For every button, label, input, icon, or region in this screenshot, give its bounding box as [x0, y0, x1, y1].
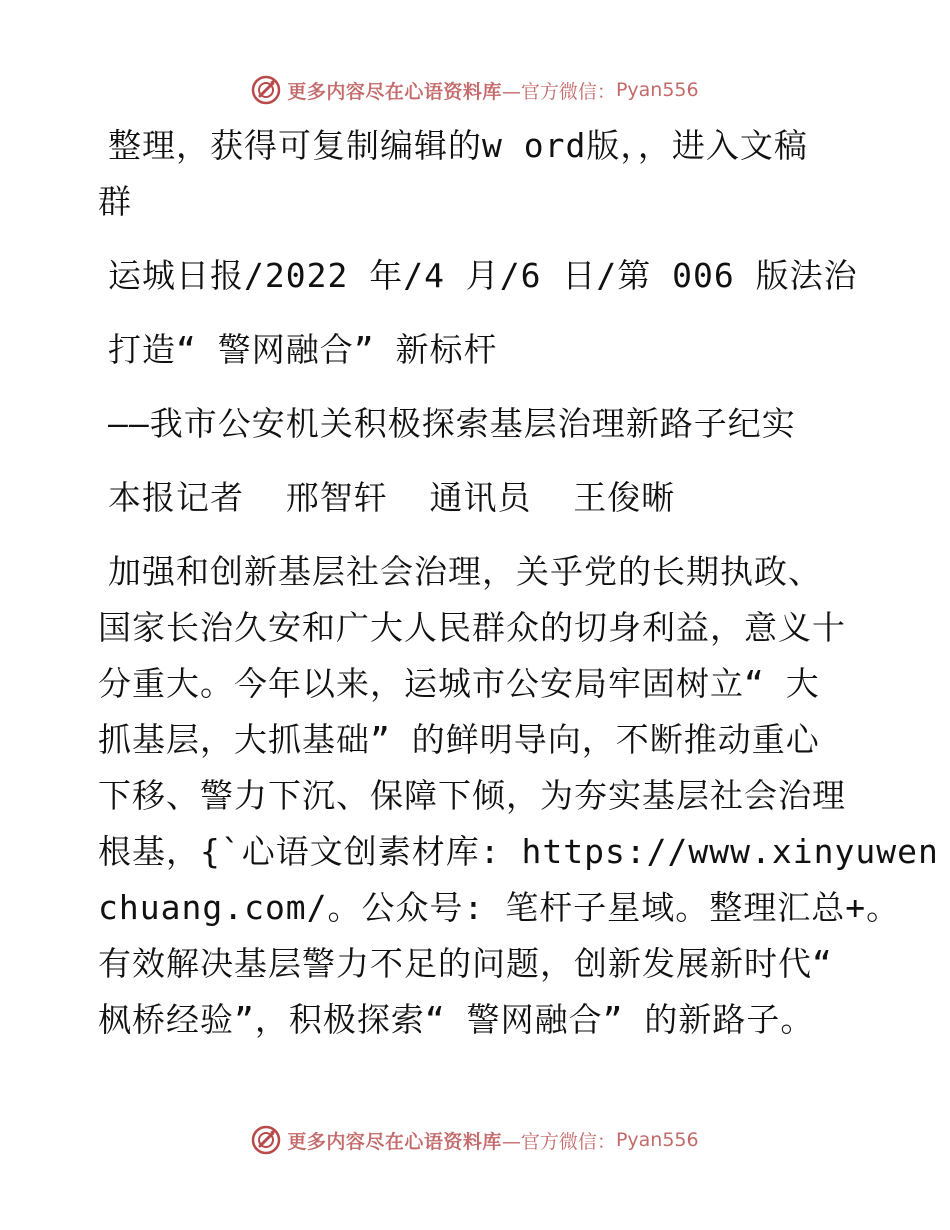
body-line: 加强和创新基层社会治理，关乎党的长期执政、	[108, 552, 822, 591]
banner-text: 更多内容尽在心语资料库	[287, 1130, 502, 1153]
banner-wechat-handle: Pyan556	[615, 1129, 699, 1151]
body-line: 抓基层，大抓基础” 的鲜明导向，不断推动重心	[98, 720, 820, 759]
banner-separator: —官方微信：	[501, 80, 616, 103]
intro-line: 整理，获得可复制编辑的w ord版，，进入文稿	[108, 126, 808, 165]
seal-logo-icon	[251, 75, 281, 105]
banner-wechat-handle: Pyan556	[615, 79, 699, 101]
body-line: 分重大。今年以来，运城市公安局牢固树立“ 大	[98, 664, 820, 703]
footer-banner	[0, 1120, 950, 1160]
seal-logo-icon	[251, 1125, 281, 1155]
header-banner	[0, 70, 950, 110]
body-line: 有效解决基层警力不足的问题，创新发展新时代“	[98, 944, 833, 983]
body-line: 枫桥经验”，积极探索“ 警网融合” 的新路子。	[98, 1000, 815, 1039]
body-line: 国家长治久安和广大人民群众的切身利益，意义十	[98, 608, 846, 647]
body-line: chuang.com/。公众号: 笔杆子星域。整理汇总+。	[98, 888, 901, 927]
source-line: 运城日报/2022 年/4 月/6 日/第 006 版法治	[108, 256, 858, 295]
document-body	[98, 118, 939, 1048]
body-line: 下移、警力下沉、保障下倾，为夯实基层社会治理	[98, 776, 846, 815]
banner-text: 更多内容尽在心语资料库	[287, 80, 502, 103]
article-title: 打造“ 警网融合” 新标杆	[108, 330, 498, 369]
intro-line: 群	[98, 182, 132, 221]
body-line: 根基，{`心语文创素材库: https://www.xinyuwen	[98, 832, 939, 871]
byline: 本报记者 邢智轩 通讯员 王俊晰	[108, 478, 676, 517]
banner-separator: —官方微信：	[501, 1130, 616, 1153]
article-subtitle: ——我市公安机关积极探索基层治理新路子纪实	[108, 404, 796, 443]
